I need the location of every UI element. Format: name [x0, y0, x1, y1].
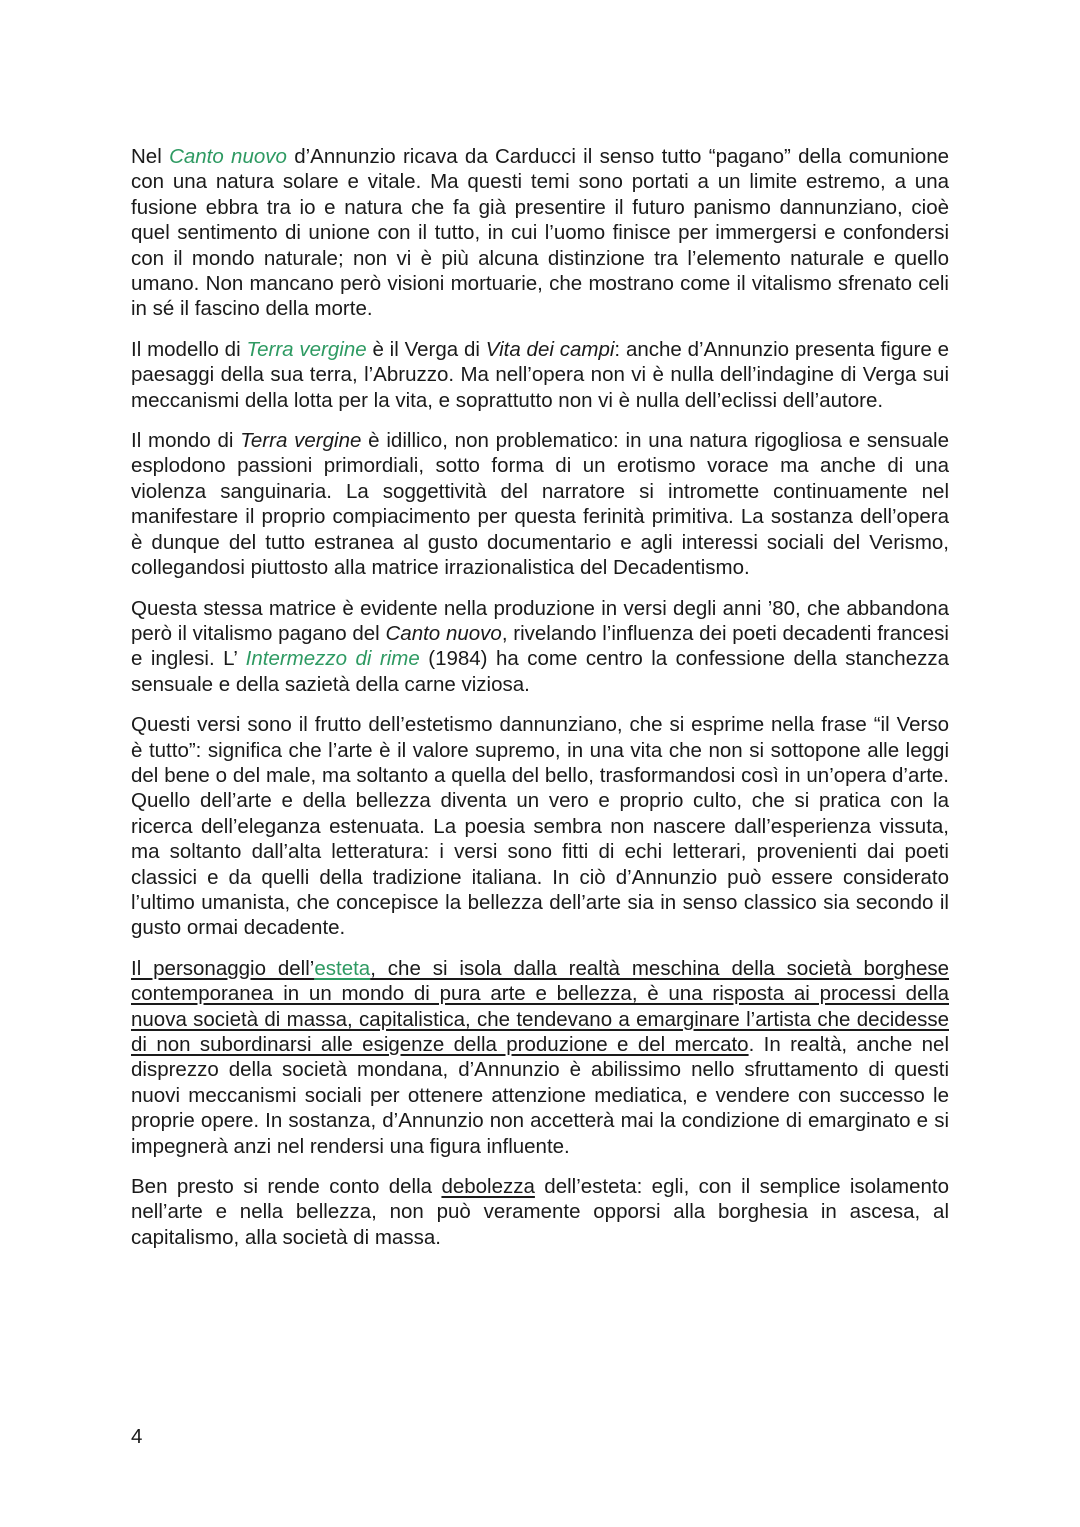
text-segment: . In realtà, anche nel disprezzo della società mondana, d’Annunzio è abilissimo nello sfruttamento di questi nuovi meccanismi sociali per ottenere attenzione mediatica, e vendere con successo le proprie opere. In sostanza, d’Annunzio non accetterà mai la condizione di emarginato e si impegnerà anzi nel rendersi una figura influente. [131, 1033, 950, 1158]
text-segment: : anche d’Annunzio presenta figure e paesaggi della sua terra, l’Abruzzo. Ma nell’opera non vi è nulla dell’indagine di Verga sui meccanismi della lotta per la vita, e soprattutto non vi è nulla dell’eclissi dell’autore. [131, 337, 949, 412]
work-title-terra-vergine: Terra vergine [246, 337, 367, 361]
text-segment: (1984) ha come centro la confessione della stanchezza sensuale e della sazietà della carne viziosa. [131, 647, 949, 696]
page-number: 4 [131, 1425, 143, 1448]
underlined-text: Il personaggio dell’ [131, 956, 315, 980]
text-segment: , rivelando l’influenza dei poeti decadenti francesi e inglesi. L’ [131, 621, 949, 671]
text-segment: Il modello di [131, 337, 247, 361]
text-segment: è il Verga di [366, 337, 486, 361]
paragraph-terra-vergine-world [131, 428, 949, 580]
paragraph-estetismo [131, 712, 949, 941]
term-esteta: esteta [314, 956, 371, 980]
underlined-text: , che si isola dalla realtà meschina della società borghese contemporanea in un mondo di pura arte e bellezza, è una risposta ai processi della nuova società di massa, capitalistica, che tendevano a emarginare l’artista che decidesse di non subordinarsi alle esigenze della produzione e del mercato [131, 956, 949, 1056]
paragraph-debolezza [131, 1174, 949, 1250]
work-title-canto-nuovo: Canto nuovo [385, 621, 502, 645]
text-segment: Questa stessa matrice è evidente nella produzione in versi degli anni ’80, che abbandona però il vitalismo pagano del [131, 596, 949, 645]
text-segment: Questi versi sono il frutto dell’estetismo dannunziano, che si esprime nella frase “il Verso è tutto”: significa che l’arte è il valore supremo, in una vita che non si sottopone alle leggi del bene o del male, ma soltanto a quella del bello, trasformandosi così in un’opera d’arte. Quello dell’arte e della bellezza diventa un vero e proprio culto, che si pratica con la ricerca dell’eleganza estenuata. La poesia sembra non nascere dall’esperienza vissuta, ma soltanto dall’alta letteratura: i versi sono fitti di echi letterari, provenienti dai poeti classici e da quelli della tradizione italiana. In ciò d’Annunzio può essere considerato l’ultimo umanista, che concepisce la bellezza dell’arte sia in senso classico sia secondo il gusto ormai decadente. [131, 713, 949, 940]
work-title-vita-dei-campi: Vita dei campi [485, 337, 615, 361]
term-debolezza: debolezza [441, 1175, 535, 1199]
work-title-intermezzo-di-rime: Intermezzo di rime [245, 647, 420, 671]
work-title-terra-vergine: Terra vergine [240, 429, 362, 453]
paragraph-esteta [131, 956, 949, 1159]
text-segment: Ben presto si rende conto della [131, 1175, 442, 1199]
text-segment: Nel [131, 145, 170, 168]
text-segment: è idillico, non problematico: in una natura rigogliosa e sensuale esplodono passioni primordiali, sotto forma di un erotismo vorace ma anche di una violenza sanguinaria. La soggettività del narratore si intromette continuamente nel manifestare il proprio compiacimento per questa ferinità primitiva. La sostanza dell’opera è dunque del tutto estranea al gusto documentario e agli interessi sociali del Verismo, collegandosi piuttosto alla matrice irrazionalistica del Decadentismo. [131, 429, 949, 580]
text-segment: Il mondo di [131, 429, 241, 453]
text-segment: dell’esteta: egli, con il semplice isolamento nell’arte e nella bellezza, non può veramente opporsi alla borghesia in ascesa, al capitalismo, alla società di massa. [131, 1175, 949, 1249]
paragraph-canto-nuovo [131, 144, 949, 322]
paragraph-terra-vergine-model [131, 337, 949, 413]
paragraph-intermezzo [131, 596, 949, 698]
work-title-canto-nuovo: Canto nuovo [169, 145, 287, 168]
document-body [131, 144, 949, 1265]
text-segment: d’Annunzio ricava da Carducci il senso tutto “pagano” della comunione con una natura solare e vitale. Ma questi temi sono portati a un limite estremo, a una fusione ebbra tra io e natura che fa già presentire il futuro panismo dannunziano, cioè quel sentimento di unione con il tutto, in cui l’uomo finisce per immergersi e confondersi con il mondo naturale; non vi è più alcuna distinzione tra l’elemento naturale e quello umano. Non mancano però visioni mortuarie, che mostrano come il vitalismo sfrenato celi in sé il fascino della morte. [131, 145, 949, 321]
